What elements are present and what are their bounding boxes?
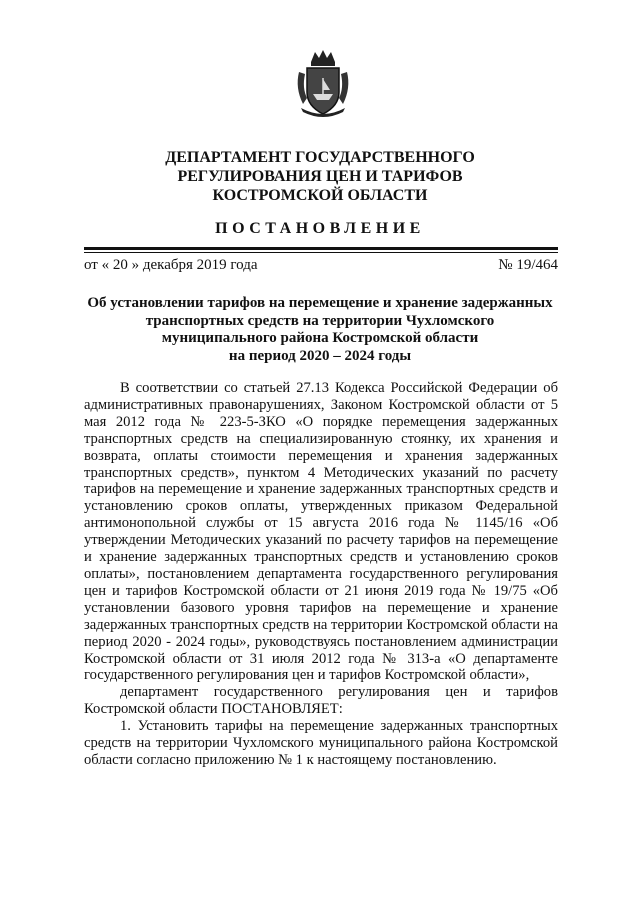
department-line: ДЕПАРТАМЕНТ ГОСУДАРСТВЕННОГО (165, 149, 475, 166)
document-title (0, 295, 640, 365)
title-line: Об установлении тарифов на перемещение и хранение задержанных (87, 295, 553, 311)
header-divider-thick (84, 247, 558, 250)
body-paragraph-item-1: 1. Установить тарифы на перемещение задержанных транспортных средств на территории Чухломского муниципального района Костромской области согласно приложению № 1 к настоящему постановлению. (84, 718, 558, 768)
document-type-heading: ПОСТАНОВЛЕНИЕ (215, 220, 425, 237)
department-name (0, 148, 640, 205)
document-body (84, 380, 558, 769)
body-paragraph-preamble: В соответствии со статьей 27.13 Кодекса Российской Федерации об административных правонарушениях, Законом Костромской области от 5 мая 2012 года № 223-5-ЗКО «О порядке перемещения задержанных транспортных средств на специализированную стоянку, их хранения и возврата, оплаты стоимости перемещения и хранения задержанных транспортных средств», пунктом 4 Методических указаний по расчету тарифов на перемещение и хранение задержанных транспортных средств и установлению сроков оплаты, утвержденных приказом Федеральной антимонопольной службы от 15 августа 2016 года № 1145/16 «Об утверждении Методических указаний по расчету тарифов на перемещение и хранение задержанных транспортных средств и установлению сроков оплаты», постановлением департамента государственного регулирования цен и тарифов Костромской области от 21 июня 2019 года № 19/75 «Об установлении базового уровня тарифов на перемещение и хранение задержанных транспортных средств на территории Костромской области на период 2020 - 2024 годы», руководствуясь постановлением администрации Костромской области от 31 июля 2012 года № 313-а «О департаменте государственного регулирования цен и тарифов Костромской области», (84, 380, 558, 684)
kostroma-coat-of-arms-icon (293, 48, 353, 118)
department-line: КОСТРОМСКОЙ ОБЛАСТИ (212, 187, 428, 204)
document-date: от « 20 » декабря 2019 года (84, 257, 258, 273)
department-line: РЕГУЛИРОВАНИЯ ЦЕН И ТАРИФОВ (177, 168, 463, 185)
header-divider-thin (84, 252, 558, 253)
title-line: транспортных средств на территории Чухломского (145, 312, 495, 329)
title-line: на период 2020 – 2024 годы (228, 347, 412, 364)
document-number: № 19/464 (498, 257, 558, 273)
date-number-line (84, 257, 558, 274)
body-paragraph-resolves: департамент государственного регулирования цен и тарифов Костромской области ПОСТАНОВЛЯЕТ: (84, 684, 558, 718)
title-line: муниципального района Костромской области (161, 330, 479, 346)
